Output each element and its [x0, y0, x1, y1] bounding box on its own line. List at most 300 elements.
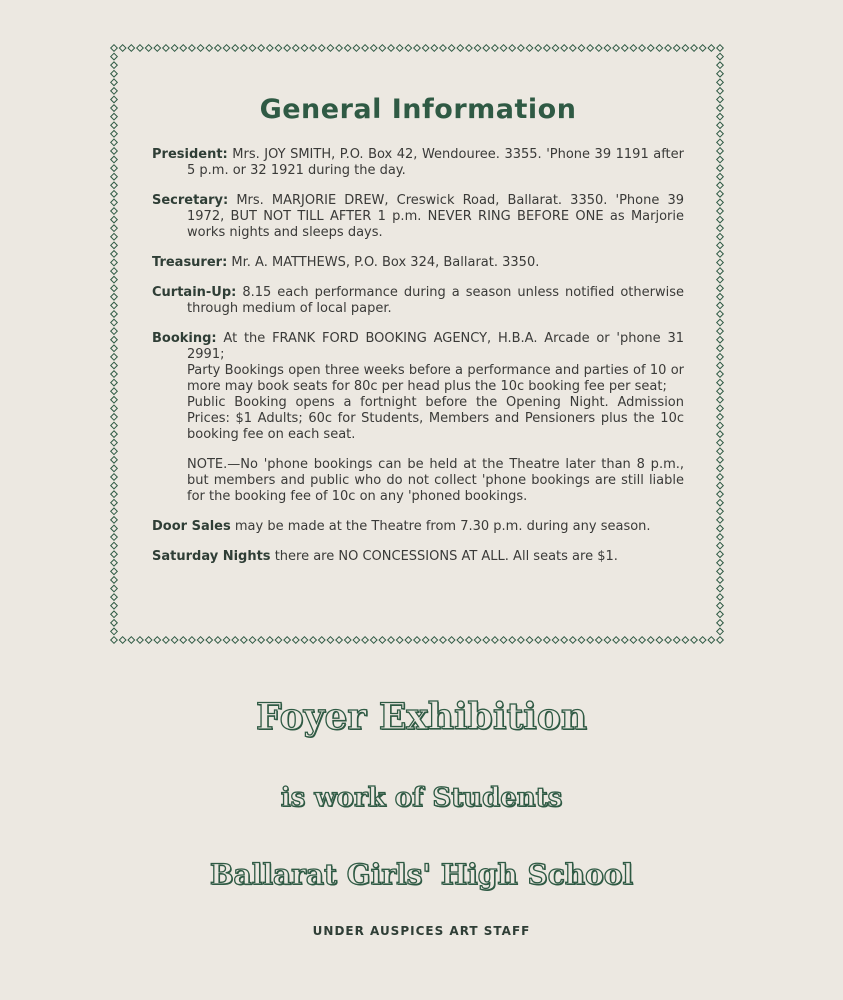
border-diamond — [241, 637, 248, 644]
border-diamond — [163, 637, 170, 644]
border-diamond — [111, 422, 118, 429]
border-diamond — [163, 45, 170, 52]
exhibition-subheading: is work of Students — [280, 783, 563, 813]
border-diamond — [318, 45, 325, 52]
border-diamond — [223, 45, 230, 52]
border-diamond — [717, 139, 724, 146]
border-diamond — [691, 637, 698, 644]
border-diamond — [379, 637, 386, 644]
border-diamond — [492, 45, 499, 52]
border-diamond — [717, 577, 724, 584]
border-diamond — [552, 637, 559, 644]
border-diamond — [111, 577, 118, 584]
border-diamond — [717, 105, 724, 112]
border-diamond — [691, 45, 698, 52]
border-diamond — [717, 371, 724, 378]
border-diamond — [431, 45, 438, 52]
border-diamond — [656, 637, 663, 644]
saturday-label: Saturday Nights — [152, 549, 271, 564]
border-diamond — [717, 551, 724, 558]
border-diamond — [111, 242, 118, 249]
border-diamond — [111, 79, 118, 86]
border-diamond — [111, 251, 118, 258]
border-diamond — [119, 637, 126, 644]
border-diamond — [232, 637, 239, 644]
border-diamond — [258, 637, 265, 644]
border-diamond — [717, 354, 724, 361]
curtain-up-entry — [152, 285, 684, 317]
border-diamond — [370, 637, 377, 644]
border-diamond — [717, 294, 724, 301]
border-diamond — [717, 517, 724, 524]
border-diamond — [388, 45, 395, 52]
border-diamond — [336, 45, 343, 52]
border-diamond — [422, 45, 429, 52]
border-diamond — [111, 568, 118, 575]
border-diamond — [717, 611, 724, 618]
border-diamond — [111, 105, 118, 112]
border-diamond — [717, 302, 724, 309]
border-diamond — [621, 45, 628, 52]
border-diamond — [630, 637, 637, 644]
border-diamond — [111, 542, 118, 549]
border-diamond — [111, 354, 118, 361]
border-diamond — [111, 637, 118, 644]
border-diamond — [353, 45, 360, 52]
border-diamond — [544, 45, 551, 52]
border-diamond — [561, 45, 568, 52]
border-diamond — [111, 285, 118, 292]
border-diamond — [180, 637, 187, 644]
border-diamond — [111, 585, 118, 592]
border-diamond — [717, 199, 724, 206]
saturday-entry — [152, 549, 684, 565]
border-diamond — [414, 637, 421, 644]
border-diamond — [206, 45, 213, 52]
border-diamond — [111, 345, 118, 352]
border-diamond — [518, 637, 525, 644]
saturday-text: there are NO CONCESSIONS AT ALL. All seats are $1. — [274, 549, 618, 564]
exhibition-heading: Foyer Exhibition — [255, 696, 587, 738]
border-diamond — [111, 96, 118, 103]
booking-entry — [152, 331, 684, 443]
border-diamond — [327, 45, 334, 52]
border-diamond — [717, 328, 724, 335]
border-diamond — [362, 637, 369, 644]
page-title: General Information — [259, 94, 577, 125]
border-diamond — [717, 585, 724, 592]
border-diamond — [145, 45, 152, 52]
border-diamond — [448, 45, 455, 52]
border-diamond — [570, 637, 577, 644]
border-diamond — [111, 405, 118, 412]
border-diamond — [717, 225, 724, 232]
border-diamond — [717, 336, 724, 343]
border-diamond — [717, 268, 724, 275]
border-diamond — [379, 45, 386, 52]
border-diamond — [111, 628, 118, 635]
border-diamond — [293, 637, 300, 644]
border-diamond — [111, 139, 118, 146]
border-diamond — [440, 637, 447, 644]
border-diamond — [717, 88, 724, 95]
border-diamond — [717, 191, 724, 198]
secretary-text: Mrs. MARJORIE DREW, Creswick Road, Ballarat. 3350. 'Phone 39 1972, BUT NOT TILL AFTER 1 p.m. NEVER RING BEFORE ONE as Marjorie works nights and sleeps days. — [187, 193, 684, 240]
border-diamond — [717, 113, 724, 120]
border-diamond — [621, 637, 628, 644]
border-diamond — [154, 637, 161, 644]
president-entry — [152, 147, 684, 179]
border-diamond — [717, 448, 724, 455]
border-diamond — [717, 96, 724, 103]
border-diamond — [275, 637, 282, 644]
border-diamond — [474, 45, 481, 52]
border-diamond — [111, 53, 118, 60]
border-diamond — [717, 62, 724, 69]
border-diamond — [111, 233, 118, 240]
border-diamond — [699, 637, 706, 644]
border-diamond — [570, 45, 577, 52]
border-diamond — [717, 379, 724, 386]
door-sales-entry — [152, 519, 684, 535]
border-diamond — [466, 45, 473, 52]
border-diamond — [717, 534, 724, 541]
border-diamond — [318, 637, 325, 644]
border-diamond — [284, 637, 291, 644]
border-diamond — [717, 491, 724, 498]
border-diamond — [301, 637, 308, 644]
border-diamond — [717, 499, 724, 506]
border-diamond — [111, 525, 118, 532]
border-diamond — [310, 637, 317, 644]
border-diamond — [111, 559, 118, 566]
border-diamond — [665, 45, 672, 52]
border-diamond — [717, 508, 724, 515]
border-diamond — [111, 517, 118, 524]
border-diamond — [111, 156, 118, 163]
border-diamond — [518, 45, 525, 52]
border-diamond — [111, 113, 118, 120]
president-text: Mrs. JOY SMITH, P.O. Box 42, Wendouree. 3355. 'Phone 39 1191 after 5 p.m. or 32 1921 during the day. — [187, 147, 684, 178]
border-diamond — [717, 148, 724, 155]
border-diamond — [111, 276, 118, 283]
border-diamond — [223, 637, 230, 644]
border-diamond — [466, 637, 473, 644]
border-diamond — [405, 45, 412, 52]
border-diamond — [344, 637, 351, 644]
border-diamond — [457, 45, 464, 52]
border-diamond — [111, 482, 118, 489]
border-diamond — [717, 568, 724, 575]
border-diamond — [440, 45, 447, 52]
border-diamond — [111, 130, 118, 137]
school-name: Ballarat Girls' High School — [209, 858, 634, 891]
border-diamond — [665, 637, 672, 644]
border-diamond — [492, 637, 499, 644]
border-diamond — [370, 45, 377, 52]
auspices-line: UNDER AUSPICES ART STAFF — [312, 924, 531, 938]
border-diamond — [111, 182, 118, 189]
border-diamond — [682, 637, 689, 644]
border-diamond — [682, 45, 689, 52]
border-diamond — [111, 88, 118, 95]
border-diamond — [717, 602, 724, 609]
border-diamond — [717, 388, 724, 395]
border-diamond — [353, 637, 360, 644]
border-diamond — [717, 53, 724, 60]
border-diamond — [111, 431, 118, 438]
border-diamond — [215, 637, 222, 644]
border-diamond — [717, 251, 724, 258]
border-diamond — [717, 182, 724, 189]
border-diamond — [717, 156, 724, 163]
curtain-up-text: 8.15 each performance during a season unless notified otherwise through medium of local paper. — [187, 285, 684, 316]
border-diamond — [137, 637, 144, 644]
border-diamond — [111, 311, 118, 318]
border-diamond — [717, 414, 724, 421]
border-diamond — [717, 482, 724, 489]
booking-party-text: Party Bookings open three weeks before a performance and parties of 10 or more may book seats for 80c per head plus the 10c booking fee per seat; — [187, 363, 684, 394]
border-diamond — [206, 637, 213, 644]
border-diamond — [474, 637, 481, 644]
border-diamond — [673, 637, 680, 644]
border-diamond — [111, 508, 118, 515]
border-diamond — [154, 45, 161, 52]
border-diamond — [111, 551, 118, 558]
border-diamond — [639, 637, 646, 644]
border-diamond — [717, 405, 724, 412]
border-diamond — [717, 525, 724, 532]
border-diamond — [111, 371, 118, 378]
booking-label: Booking: — [152, 331, 217, 346]
border-diamond — [647, 637, 654, 644]
treasurer-text: Mr. A. MATTHEWS, P.O. Box 324, Ballarat. 3350. — [231, 255, 540, 270]
border-diamond — [717, 457, 724, 464]
info-frame — [108, 42, 726, 646]
border-diamond — [111, 611, 118, 618]
border-diamond — [509, 45, 516, 52]
border-diamond — [275, 45, 282, 52]
border-diamond — [656, 45, 663, 52]
border-diamond — [145, 637, 152, 644]
booking-text: At the FRANK FORD BOOKING AGENCY, H.B.A. Arcade or 'phone 31 2991; — [187, 331, 684, 362]
border-diamond — [717, 122, 724, 129]
border-diamond — [310, 45, 317, 52]
border-diamond — [111, 594, 118, 601]
border-diamond — [483, 637, 490, 644]
border-diamond — [111, 474, 118, 481]
border-diamond — [293, 45, 300, 52]
border-diamond — [596, 637, 603, 644]
border-diamond — [111, 216, 118, 223]
border-diamond — [111, 122, 118, 129]
border-diamond — [267, 45, 274, 52]
border-diamond — [561, 637, 568, 644]
border-diamond — [128, 637, 135, 644]
border-diamond — [414, 45, 421, 52]
border-diamond — [483, 45, 490, 52]
border-diamond — [587, 637, 594, 644]
border-diamond — [388, 637, 395, 644]
border-diamond — [708, 637, 715, 644]
border-diamond — [111, 268, 118, 275]
border-diamond — [111, 199, 118, 206]
border-diamond — [249, 637, 256, 644]
border-diamond — [111, 319, 118, 326]
border-diamond — [717, 474, 724, 481]
border-diamond — [448, 637, 455, 644]
border-diamond — [717, 628, 724, 635]
info-content — [152, 94, 684, 579]
border-diamond — [232, 45, 239, 52]
border-diamond — [717, 542, 724, 549]
door-sales-text: may be made at the Theatre from 7.30 p.m. during any season. — [234, 519, 651, 534]
border-diamond — [249, 45, 256, 52]
border-diamond — [526, 637, 533, 644]
booking-public-text: Public Booking opens a fortnight before the Opening Night. Admission Prices: $1 Adults; 60c for Students, Members and Pensioners plus the 10c booking fee on each seat. — [187, 395, 684, 442]
border-diamond — [717, 70, 724, 77]
border-diamond — [344, 45, 351, 52]
border-diamond — [717, 637, 724, 644]
border-diamond — [717, 311, 724, 318]
border-diamond — [717, 431, 724, 438]
border-diamond — [111, 225, 118, 232]
border-diamond — [535, 45, 542, 52]
border-diamond — [111, 439, 118, 446]
border-diamond — [111, 457, 118, 464]
border-diamond — [578, 637, 585, 644]
border-diamond — [396, 637, 403, 644]
border-diamond — [544, 637, 551, 644]
border-diamond — [111, 602, 118, 609]
secretary-label: Secretary: — [152, 193, 229, 208]
border-diamond — [717, 165, 724, 172]
secretary-entry — [152, 193, 684, 241]
border-diamond — [717, 396, 724, 403]
border-diamond — [327, 637, 334, 644]
border-diamond — [639, 45, 646, 52]
border-diamond — [708, 45, 715, 52]
border-diamond — [111, 534, 118, 541]
border-diamond — [717, 439, 724, 446]
president-label: President: — [152, 147, 228, 162]
border-diamond — [717, 362, 724, 369]
border-diamond — [717, 259, 724, 266]
border-diamond — [699, 45, 706, 52]
border-diamond — [111, 491, 118, 498]
border-diamond — [336, 637, 343, 644]
border-diamond — [362, 45, 369, 52]
border-diamond — [552, 45, 559, 52]
border-diamond — [111, 448, 118, 455]
door-sales-label: Door Sales — [152, 519, 231, 534]
border-diamond — [717, 79, 724, 86]
border-diamond — [673, 45, 680, 52]
border-diamond — [111, 465, 118, 472]
border-diamond — [717, 173, 724, 180]
border-diamond — [717, 208, 724, 215]
border-diamond — [189, 637, 196, 644]
phone-booking-note: NOTE.—No 'phone bookings can be held at the Theatre later than 8 p.m., but members and public who do not collect 'phone bookings are still liable for the booking fee of 10c on any 'phoned bookings. — [187, 457, 684, 504]
border-diamond — [717, 422, 724, 429]
border-diamond — [717, 242, 724, 249]
border-diamond — [111, 45, 118, 52]
border-diamond — [717, 285, 724, 292]
border-diamond — [111, 362, 118, 369]
border-diamond — [171, 637, 178, 644]
border-diamond — [717, 216, 724, 223]
border-diamond — [111, 259, 118, 266]
border-diamond — [111, 414, 118, 421]
border-diamond — [111, 62, 118, 69]
border-diamond — [717, 345, 724, 352]
border-diamond — [111, 165, 118, 172]
border-diamond — [717, 594, 724, 601]
border-diamond — [717, 233, 724, 240]
border-diamond — [111, 396, 118, 403]
border-diamond — [111, 294, 118, 301]
border-diamond — [111, 191, 118, 198]
border-diamond — [301, 45, 308, 52]
border-diamond — [258, 45, 265, 52]
border-diamond — [197, 45, 204, 52]
border-diamond — [396, 45, 403, 52]
border-diamond — [526, 45, 533, 52]
border-diamond — [613, 45, 620, 52]
border-diamond — [111, 620, 118, 627]
border-diamond — [119, 45, 126, 52]
border-diamond — [111, 302, 118, 309]
border-diamond — [500, 637, 507, 644]
border-diamond — [717, 465, 724, 472]
curtain-up-label: Curtain-Up: — [152, 285, 237, 300]
border-diamond — [180, 45, 187, 52]
border-diamond — [284, 45, 291, 52]
border-diamond — [422, 637, 429, 644]
border-diamond — [267, 637, 274, 644]
border-diamond — [717, 620, 724, 627]
border-diamond — [111, 336, 118, 343]
border-diamond — [717, 276, 724, 283]
treasurer-entry — [152, 255, 684, 271]
border-diamond — [587, 45, 594, 52]
border-diamond — [535, 637, 542, 644]
treasurer-label: Treasurer: — [152, 255, 228, 270]
border-diamond — [717, 45, 724, 52]
border-diamond — [128, 45, 135, 52]
border-diamond — [111, 173, 118, 180]
border-diamond — [171, 45, 178, 52]
border-diamond — [457, 637, 464, 644]
border-diamond — [197, 637, 204, 644]
border-diamond — [111, 148, 118, 155]
border-diamond — [500, 45, 507, 52]
border-diamond — [111, 499, 118, 506]
border-diamond — [630, 45, 637, 52]
border-diamond — [509, 637, 516, 644]
border-diamond — [241, 45, 248, 52]
border-diamond — [111, 379, 118, 386]
border-diamond — [111, 70, 118, 77]
border-diamond — [189, 45, 196, 52]
border-diamond — [717, 559, 724, 566]
border-diamond — [604, 637, 611, 644]
border-diamond — [604, 45, 611, 52]
border-diamond — [137, 45, 144, 52]
border-diamond — [596, 45, 603, 52]
border-diamond — [111, 328, 118, 335]
border-diamond — [111, 208, 118, 215]
